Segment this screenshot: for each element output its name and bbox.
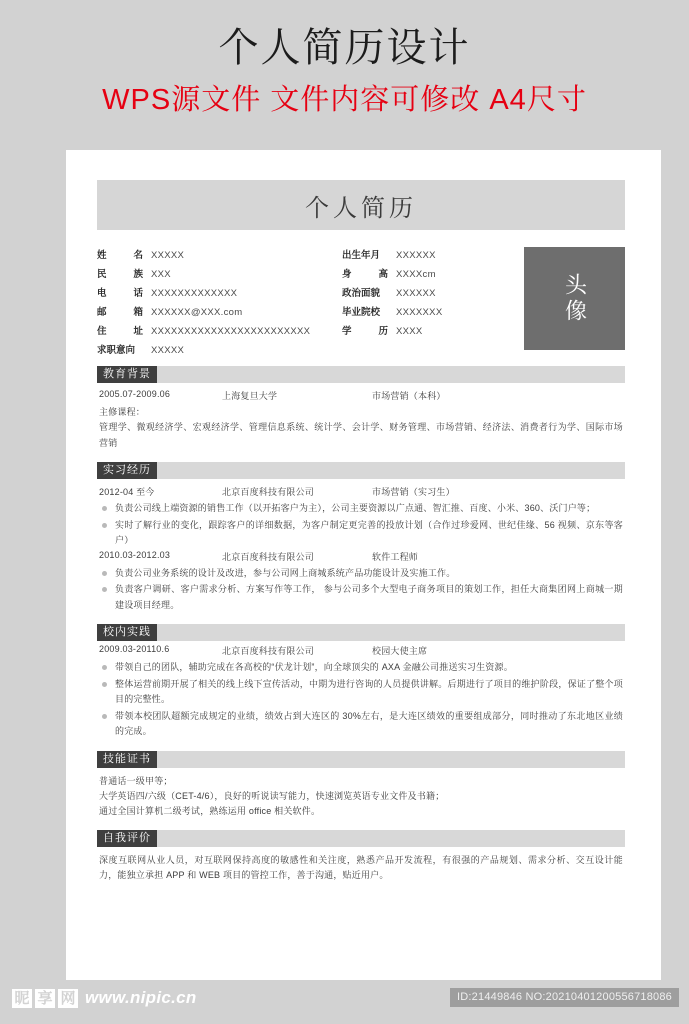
info-label-part: 住 bbox=[97, 326, 107, 337]
section-body bbox=[97, 383, 625, 451]
section-body bbox=[97, 847, 625, 884]
info-row bbox=[97, 247, 342, 264]
section-title: 实习经历 bbox=[97, 462, 157, 479]
courses-text: 管理学、微观经济学、宏观经济学、管理信息系统、统计学、会计学、财务管理、市场营销、经济法、消费者行为学、国际市场营销 bbox=[99, 422, 623, 448]
bullet-item: 实时了解行业的变化，跟踪客户的详细数据，为客户制定更完善的投放计划（合作过珍爱网、世纪佳缘、56 视频、京东等客户） bbox=[99, 518, 623, 549]
bullet-item: 整体运营前期开展了相关的线上线下宣传活动，中期为进行咨询的人员提供讲解。后期进行了项目的维护阶段，保证了整个项目的完整性。 bbox=[99, 677, 623, 708]
section-internship bbox=[97, 462, 625, 613]
entry-organization: 北京百度科技有限公司 bbox=[222, 646, 315, 656]
internship-entry bbox=[99, 485, 623, 498]
promo-subtitle: WPS源文件 文件内容可修改 A4尺寸 bbox=[102, 84, 587, 116]
entry-date: 2009.03-20110.6 bbox=[99, 644, 170, 654]
resume-banner-title: 个人简历 bbox=[305, 194, 417, 222]
info-row bbox=[97, 285, 342, 302]
info-label: 出生年月 bbox=[342, 250, 381, 261]
section-education bbox=[97, 366, 625, 451]
nipic-logo-char: 网 bbox=[58, 989, 78, 1008]
info-label bbox=[342, 323, 396, 337]
info-label bbox=[97, 323, 151, 337]
photo-placeholder-label: 头像 bbox=[562, 272, 588, 325]
section-bar bbox=[97, 751, 625, 768]
info-label: 政治面貌 bbox=[342, 288, 381, 299]
info-row bbox=[342, 323, 517, 340]
info-row bbox=[97, 323, 342, 340]
bullet-item: 负责客户调研、客户需求分析、方案写作等工作， 参与公司多个大型电子商务项目的策划工作，担任大商集团网上商城一期建设项目经理。 bbox=[99, 582, 623, 613]
footer-watermark-bar bbox=[0, 980, 689, 1024]
section-skills bbox=[97, 751, 625, 819]
section-title: 技能证书 bbox=[97, 751, 157, 768]
personal-info-block bbox=[97, 247, 625, 355]
entry-role: 市场营销（实习生） bbox=[372, 487, 455, 497]
info-label bbox=[97, 285, 151, 299]
info-value: XXXXXXX bbox=[396, 307, 443, 318]
info-value: XXX bbox=[151, 269, 171, 280]
entry-bullet-list bbox=[99, 660, 623, 740]
info-row bbox=[342, 285, 517, 302]
info-row bbox=[342, 304, 517, 321]
info-label bbox=[342, 266, 396, 280]
self-evaluation-text: 深度互联网从业人员，对互联网保持高度的敏感性和关注度，熟悉产品开发流程，有很强的产品规划、需求分析、交互设计能力，能独立承担 APP 和 WEB 项目的管控工作，善于沟通，贴近用户。 bbox=[99, 854, 623, 880]
info-label-part: 址 bbox=[133, 326, 143, 337]
section-title: 自我评价 bbox=[97, 830, 157, 847]
bullet-item: 带领自己的团队，辅助完成在各高校的“伏龙计划”，向全球顶尖的 AXA 金融公司推送实习生资源。 bbox=[99, 660, 623, 676]
skill-line: 普通话一级甲等； bbox=[99, 775, 173, 786]
section-bar bbox=[97, 830, 625, 847]
bullet-item: 带领本校团队超额完成规定的业绩，绩效占到大连区的 30%左右，是大连区绩效的重要组成部分，同时推动了东北地区业绩的完成。 bbox=[99, 709, 623, 740]
info-label: 毕业院校 bbox=[342, 307, 381, 318]
info-row bbox=[97, 266, 342, 283]
info-label-part: 邮 bbox=[97, 307, 107, 318]
info-row bbox=[97, 342, 342, 359]
nipic-logo-char: 昵 bbox=[12, 989, 32, 1008]
campus-entry bbox=[99, 644, 623, 657]
info-value: XXXXXX@XXX.com bbox=[151, 307, 243, 318]
bullet-item: 负责公司业务系统的设计及改进，参与公司网上商城系统产品功能设计及实施工作。 bbox=[99, 566, 623, 582]
info-label-part: 历 bbox=[378, 326, 388, 337]
entry-bullet-list bbox=[99, 501, 623, 549]
section-body bbox=[97, 641, 625, 740]
bullet-item: 负责公司线上端资源的销售工作（以开拓客户为主），公司主要资源以广点通、智汇推、百度、小米、360、沃门户等； bbox=[99, 501, 623, 517]
info-row bbox=[342, 266, 517, 283]
info-label-part: 姓 bbox=[97, 250, 107, 261]
promo-title: 个人简历设计 bbox=[218, 26, 471, 70]
skill-line: 通过全国计算机二级考试，熟练运用 office 相关软件。 bbox=[99, 805, 321, 816]
nipic-logo-char: 享 bbox=[35, 989, 55, 1008]
info-label-part: 身 bbox=[342, 269, 352, 280]
info-row bbox=[97, 304, 342, 321]
entry-organization: 北京百度科技有限公司 bbox=[222, 551, 315, 562]
section-body bbox=[97, 479, 625, 613]
nipic-logo-chars bbox=[12, 989, 78, 1008]
info-label-part: 学 bbox=[342, 326, 352, 337]
info-label-part: 电 bbox=[97, 288, 107, 299]
nipic-site-url: www.nipic.cn bbox=[85, 988, 197, 1007]
asset-id-badge: ID:21449846 NO:20210401200556718086 bbox=[450, 988, 679, 1007]
personal-info-right-column bbox=[342, 247, 517, 361]
info-row bbox=[342, 247, 517, 264]
info-value: XXXXXX bbox=[396, 250, 436, 261]
section-title: 教育背景 bbox=[97, 366, 157, 383]
education-entry bbox=[99, 389, 623, 402]
section-title: 校内实践 bbox=[97, 624, 157, 641]
info-label-part: 族 bbox=[133, 269, 143, 280]
nipic-logo bbox=[12, 988, 197, 1008]
entry-role: 校园大使主席 bbox=[372, 646, 428, 656]
internship-entry bbox=[99, 550, 623, 563]
info-value: XXXXXX bbox=[396, 288, 436, 299]
entry-organization: 上海复旦大学 bbox=[222, 391, 278, 401]
resume-page-card bbox=[66, 150, 661, 995]
info-value: XXXXXXXXXXXXXXXXXXXXXXXX bbox=[151, 326, 311, 337]
info-label bbox=[97, 304, 151, 318]
info-label: 求职意向 bbox=[97, 345, 136, 356]
section-self-evaluation bbox=[97, 830, 625, 884]
entry-date: 2010.03-2012.03 bbox=[99, 549, 171, 560]
entry-role: 市场营销（本科） bbox=[372, 391, 446, 401]
info-value: XXXXX bbox=[151, 345, 185, 356]
entry-role: 软件工程师 bbox=[372, 551, 419, 562]
info-label-part: 话 bbox=[133, 288, 143, 299]
info-value: XXXXXXXXXXXXX bbox=[151, 288, 238, 299]
resume-sheet bbox=[97, 180, 625, 884]
section-body bbox=[97, 768, 625, 819]
section-bar bbox=[97, 366, 625, 383]
promo-header bbox=[0, 0, 689, 122]
info-label-part: 箱 bbox=[133, 307, 143, 318]
courses-label: 主修课程： bbox=[99, 407, 146, 417]
skill-line: 大学英语四/六级（CET-4/6），良好的听说读写能力，快速浏览英语专业文件及书籍； bbox=[99, 790, 445, 801]
resume-banner bbox=[97, 180, 625, 230]
section-bar bbox=[97, 624, 625, 641]
info-value: XXXXcm bbox=[396, 269, 436, 280]
personal-info-left-column bbox=[97, 247, 342, 361]
info-value: XXXX bbox=[396, 326, 423, 337]
section-campus-practice bbox=[97, 624, 625, 740]
info-value: XXXXX bbox=[151, 250, 185, 261]
info-label-part: 高 bbox=[378, 269, 388, 280]
entry-date: 2012-04 至今 bbox=[99, 487, 155, 497]
photo-placeholder bbox=[524, 247, 625, 350]
section-bar bbox=[97, 462, 625, 479]
entry-bullet-list bbox=[99, 566, 623, 614]
info-label bbox=[97, 266, 151, 280]
info-label-part: 名 bbox=[133, 250, 143, 261]
entry-organization: 北京百度科技有限公司 bbox=[222, 487, 315, 497]
entry-date: 2005.07-2009.06 bbox=[99, 389, 171, 399]
info-label-part: 民 bbox=[97, 269, 107, 280]
info-label bbox=[97, 247, 151, 261]
